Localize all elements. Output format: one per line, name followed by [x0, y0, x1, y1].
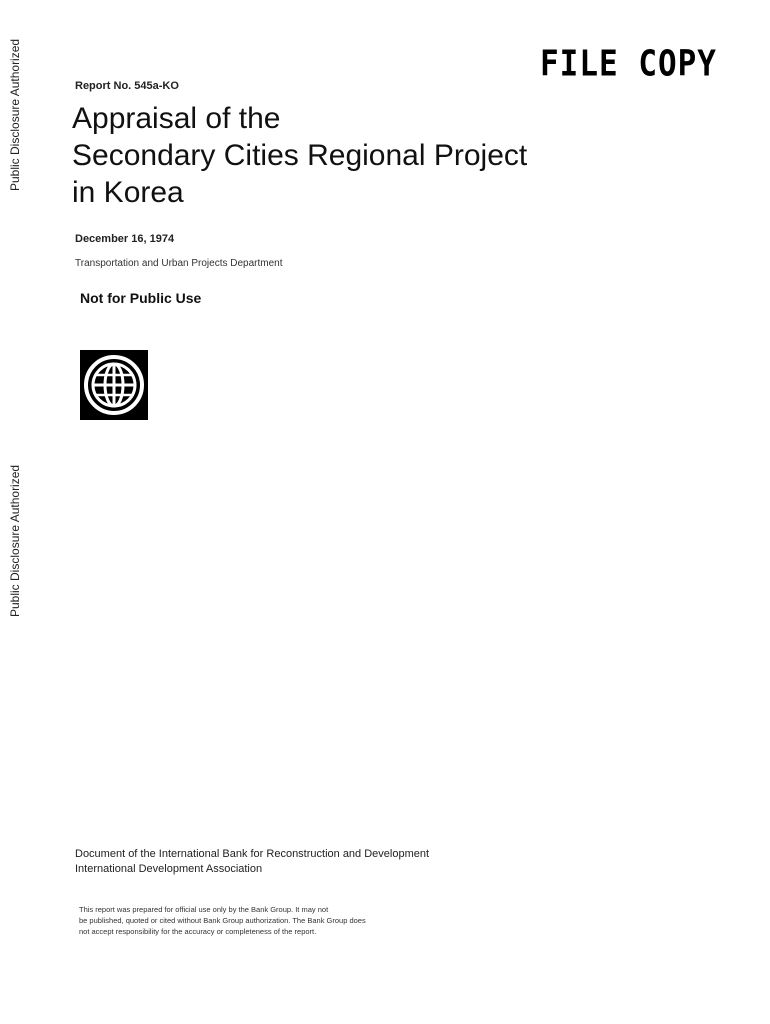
document-title	[72, 100, 527, 211]
public-disclosure-stamp-middle: Public Disclosure Authorized	[8, 464, 22, 617]
title-line: Secondary Cities Regional Project	[72, 139, 528, 172]
title-line: Appraisal of the	[72, 102, 281, 135]
report-date: December 16, 1974	[75, 233, 175, 245]
issuing-organization: International Development Association	[75, 863, 263, 875]
issuing-organization: Document of the International Bank for Reconstruction and Development	[75, 848, 430, 860]
world-bank-globe-icon	[80, 350, 148, 420]
department-name: Transportation and Urban Projects Department	[75, 258, 283, 269]
disclaimer-line: be published, quoted or cited without Bank Group authorization. The Bank Group does	[79, 916, 366, 925]
file-copy-stamp: FILE COPY	[540, 43, 717, 85]
document-of	[75, 847, 429, 877]
report-number: Report No. 545a-KO	[75, 80, 179, 92]
title-line: in Korea	[72, 176, 184, 209]
public-disclosure-stamp-top: Public Disclosure Authorized	[8, 38, 22, 191]
disclaimer	[79, 904, 459, 937]
not-for-public-use-label: Not for Public Use	[80, 290, 202, 306]
disclaimer-line: This report was prepared for official use only by the Bank Group. It may not	[79, 905, 329, 914]
disclaimer-line: not accept responsibility for the accuracy or completeness of the report.	[79, 927, 317, 936]
